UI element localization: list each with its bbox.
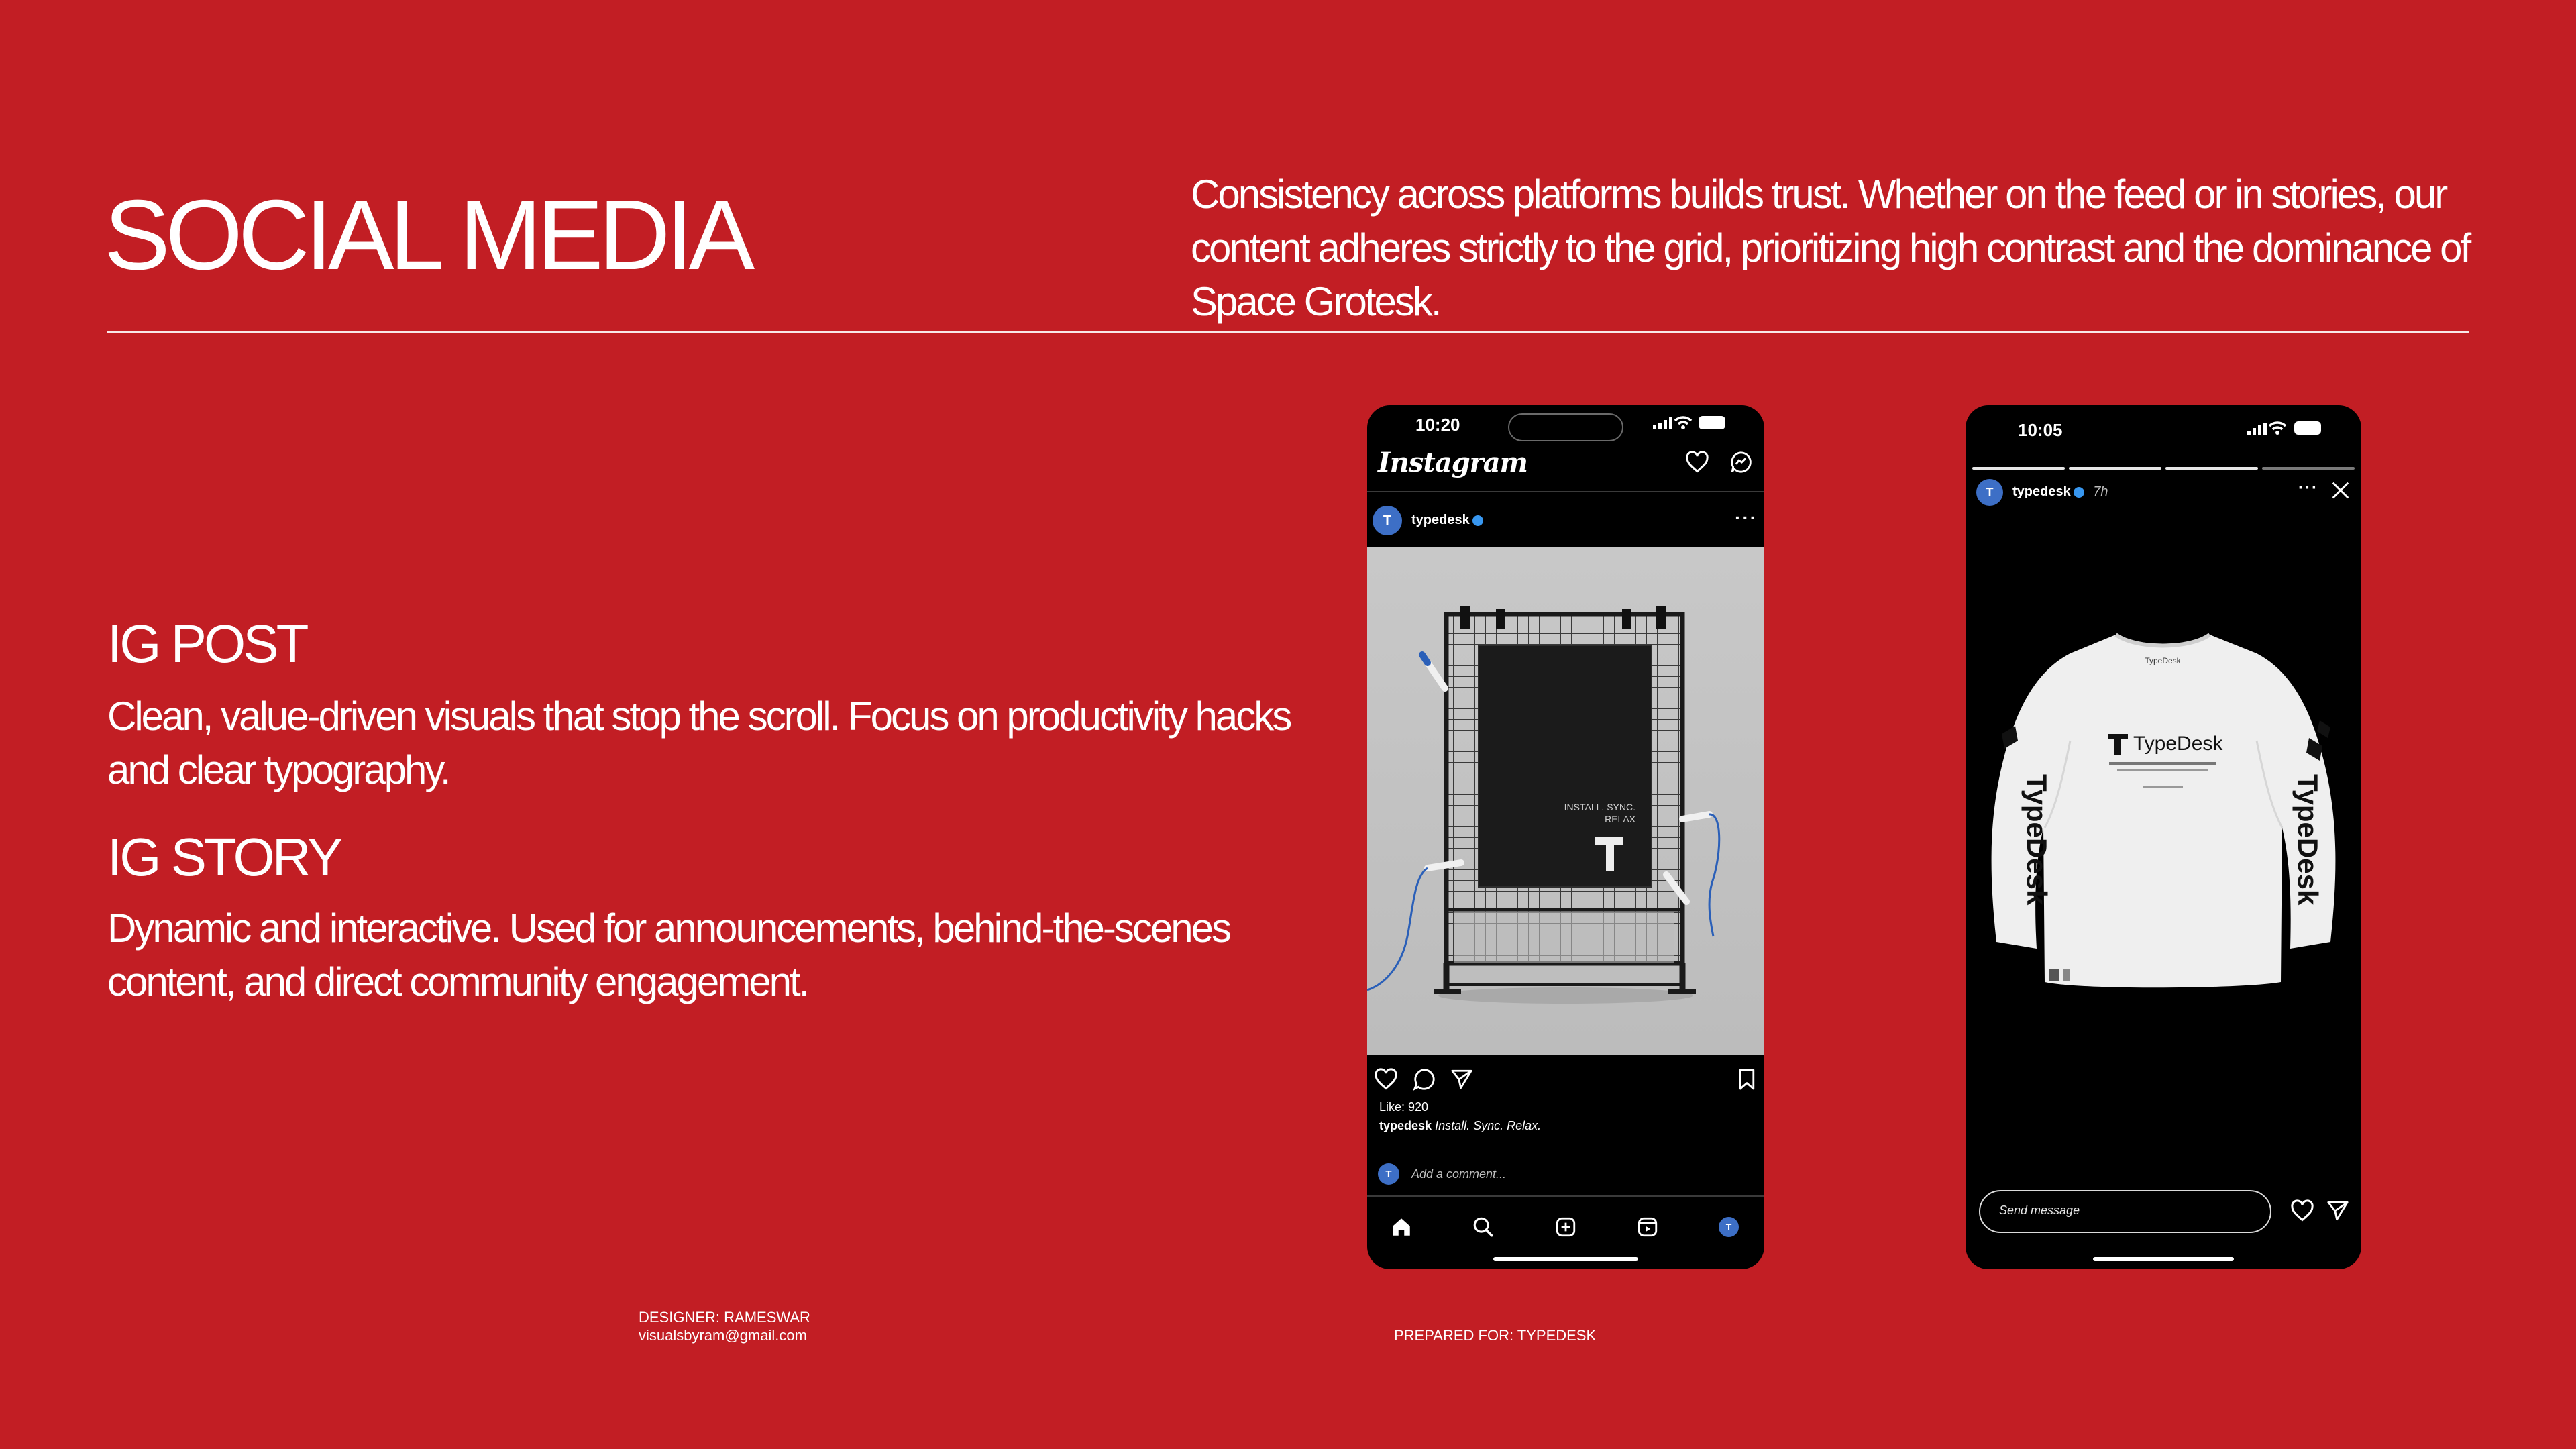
right-sleeve-text: TypeDesk	[2292, 774, 2324, 906]
battery-icon	[1699, 416, 1725, 429]
profile-icon[interactable]: T	[1719, 1217, 1739, 1237]
dynamic-island	[1508, 413, 1623, 441]
designer-name: DESIGNER: RAMESWAR	[639, 1309, 810, 1326]
home-indicator	[2093, 1257, 2234, 1261]
caption-username[interactable]: typedesk	[1379, 1119, 1432, 1132]
story-progress-1	[1972, 467, 2065, 470]
signal-icon	[2247, 423, 2267, 435]
ig-story-phone-mockup	[1966, 405, 2361, 1269]
verified-badge-icon	[1472, 515, 1483, 526]
home-icon[interactable]	[1390, 1216, 1413, 1238]
tabbar-divider	[1367, 1195, 1764, 1197]
avatar[interactable]: T	[1976, 479, 2003, 506]
search-icon[interactable]	[1472, 1216, 1495, 1238]
battery-icon	[2294, 421, 2321, 435]
likes-count: Like: 920	[1379, 1100, 1429, 1114]
header-divider	[107, 331, 2469, 333]
ig-post-description: Clean, value-driven visuals that stop the scroll. Focus on productivity hacks and clear typography.	[107, 694, 1291, 792]
story-progress-2	[2069, 467, 2161, 470]
story-age: 7h	[2093, 484, 2108, 499]
caption-text: Install. Sync. Relax.	[1435, 1119, 1542, 1132]
post-username[interactable]	[1411, 513, 1483, 528]
username-text: typedesk	[1411, 513, 1470, 527]
collar-label: TypeDesk	[2145, 656, 2181, 665]
intro-paragraph: Consistency across platforms builds trust. Whether on the feed or in stories, our content adheres strictly to the grid, prioritizing high contrast and the dominance of Space Grotesk.	[1191, 172, 2470, 324]
avatar[interactable]: T	[1373, 506, 1402, 535]
left-sleeve-text: TypeDesk	[2021, 774, 2053, 906]
wifi-icon	[2267, 420, 2288, 436]
story-progress-4	[2262, 467, 2355, 470]
add-comment-input[interactable]: Add a comment...	[1411, 1167, 1507, 1181]
story-progress-3	[2165, 467, 2258, 470]
comment-avatar: T	[1378, 1163, 1399, 1185]
poster-text-line2: RELAX	[1605, 814, 1635, 824]
comment-icon[interactable]	[1413, 1068, 1436, 1091]
bookmark-icon[interactable]	[1737, 1068, 1756, 1091]
designer-credit	[639, 1308, 810, 1344]
send-icon[interactable]	[1450, 1068, 1473, 1091]
home-indicator	[1493, 1257, 1638, 1261]
messenger-icon[interactable]	[1729, 451, 1752, 474]
page-title: SOCIAL MEDIA	[104, 180, 751, 290]
designer-email: visualsbyram@gmail.com	[639, 1327, 807, 1344]
more-icon[interactable]: ···	[2298, 479, 2318, 497]
story-image	[1975, 606, 2352, 1130]
wifi-icon	[1673, 415, 1693, 431]
signal-icon	[1653, 417, 1672, 429]
send-message-input[interactable]	[1979, 1190, 2271, 1233]
status-time: 10:20	[1415, 415, 1460, 435]
add-icon[interactable]	[1554, 1216, 1577, 1238]
prepared-for: PREPARED FOR: TYPEDESK	[1394, 1327, 1597, 1344]
send-icon[interactable]	[2326, 1199, 2349, 1222]
heart-icon[interactable]	[2290, 1199, 2314, 1222]
story-username[interactable]	[2012, 484, 2108, 500]
status-time: 10:05	[2018, 420, 2063, 440]
poster-stand-illustration	[1367, 547, 1764, 1055]
ig-story-heading: IG STORY	[107, 827, 341, 887]
heart-icon[interactable]	[1685, 451, 1709, 474]
more-icon[interactable]: ···	[1735, 507, 1758, 528]
instagram-logo: Instagram	[1378, 447, 1527, 478]
close-icon[interactable]	[2330, 480, 2351, 500]
ig-post-heading: IG POST	[107, 614, 307, 674]
longsleeve-shirt-illustration	[1975, 606, 2352, 1130]
poster-text-line1: INSTALL. SYNC.	[1564, 802, 1635, 812]
reels-icon[interactable]	[1636, 1216, 1659, 1238]
chest-brand-text: TypeDesk	[2133, 733, 2223, 755]
post-image	[1367, 547, 1764, 1055]
ig-post-phone-mockup	[1367, 405, 1764, 1269]
ig-story-description: Dynamic and interactive. Used for announcements, behind-the-scenes content, and direct community engagement.	[107, 906, 1230, 1004]
heart-icon[interactable]	[1374, 1068, 1398, 1091]
username-text: typedesk	[2012, 484, 2071, 499]
header-divider	[1367, 491, 1764, 492]
verified-badge-icon	[2074, 487, 2084, 498]
post-caption	[1379, 1119, 1541, 1133]
send-message-placeholder: Send message	[1999, 1203, 2080, 1217]
